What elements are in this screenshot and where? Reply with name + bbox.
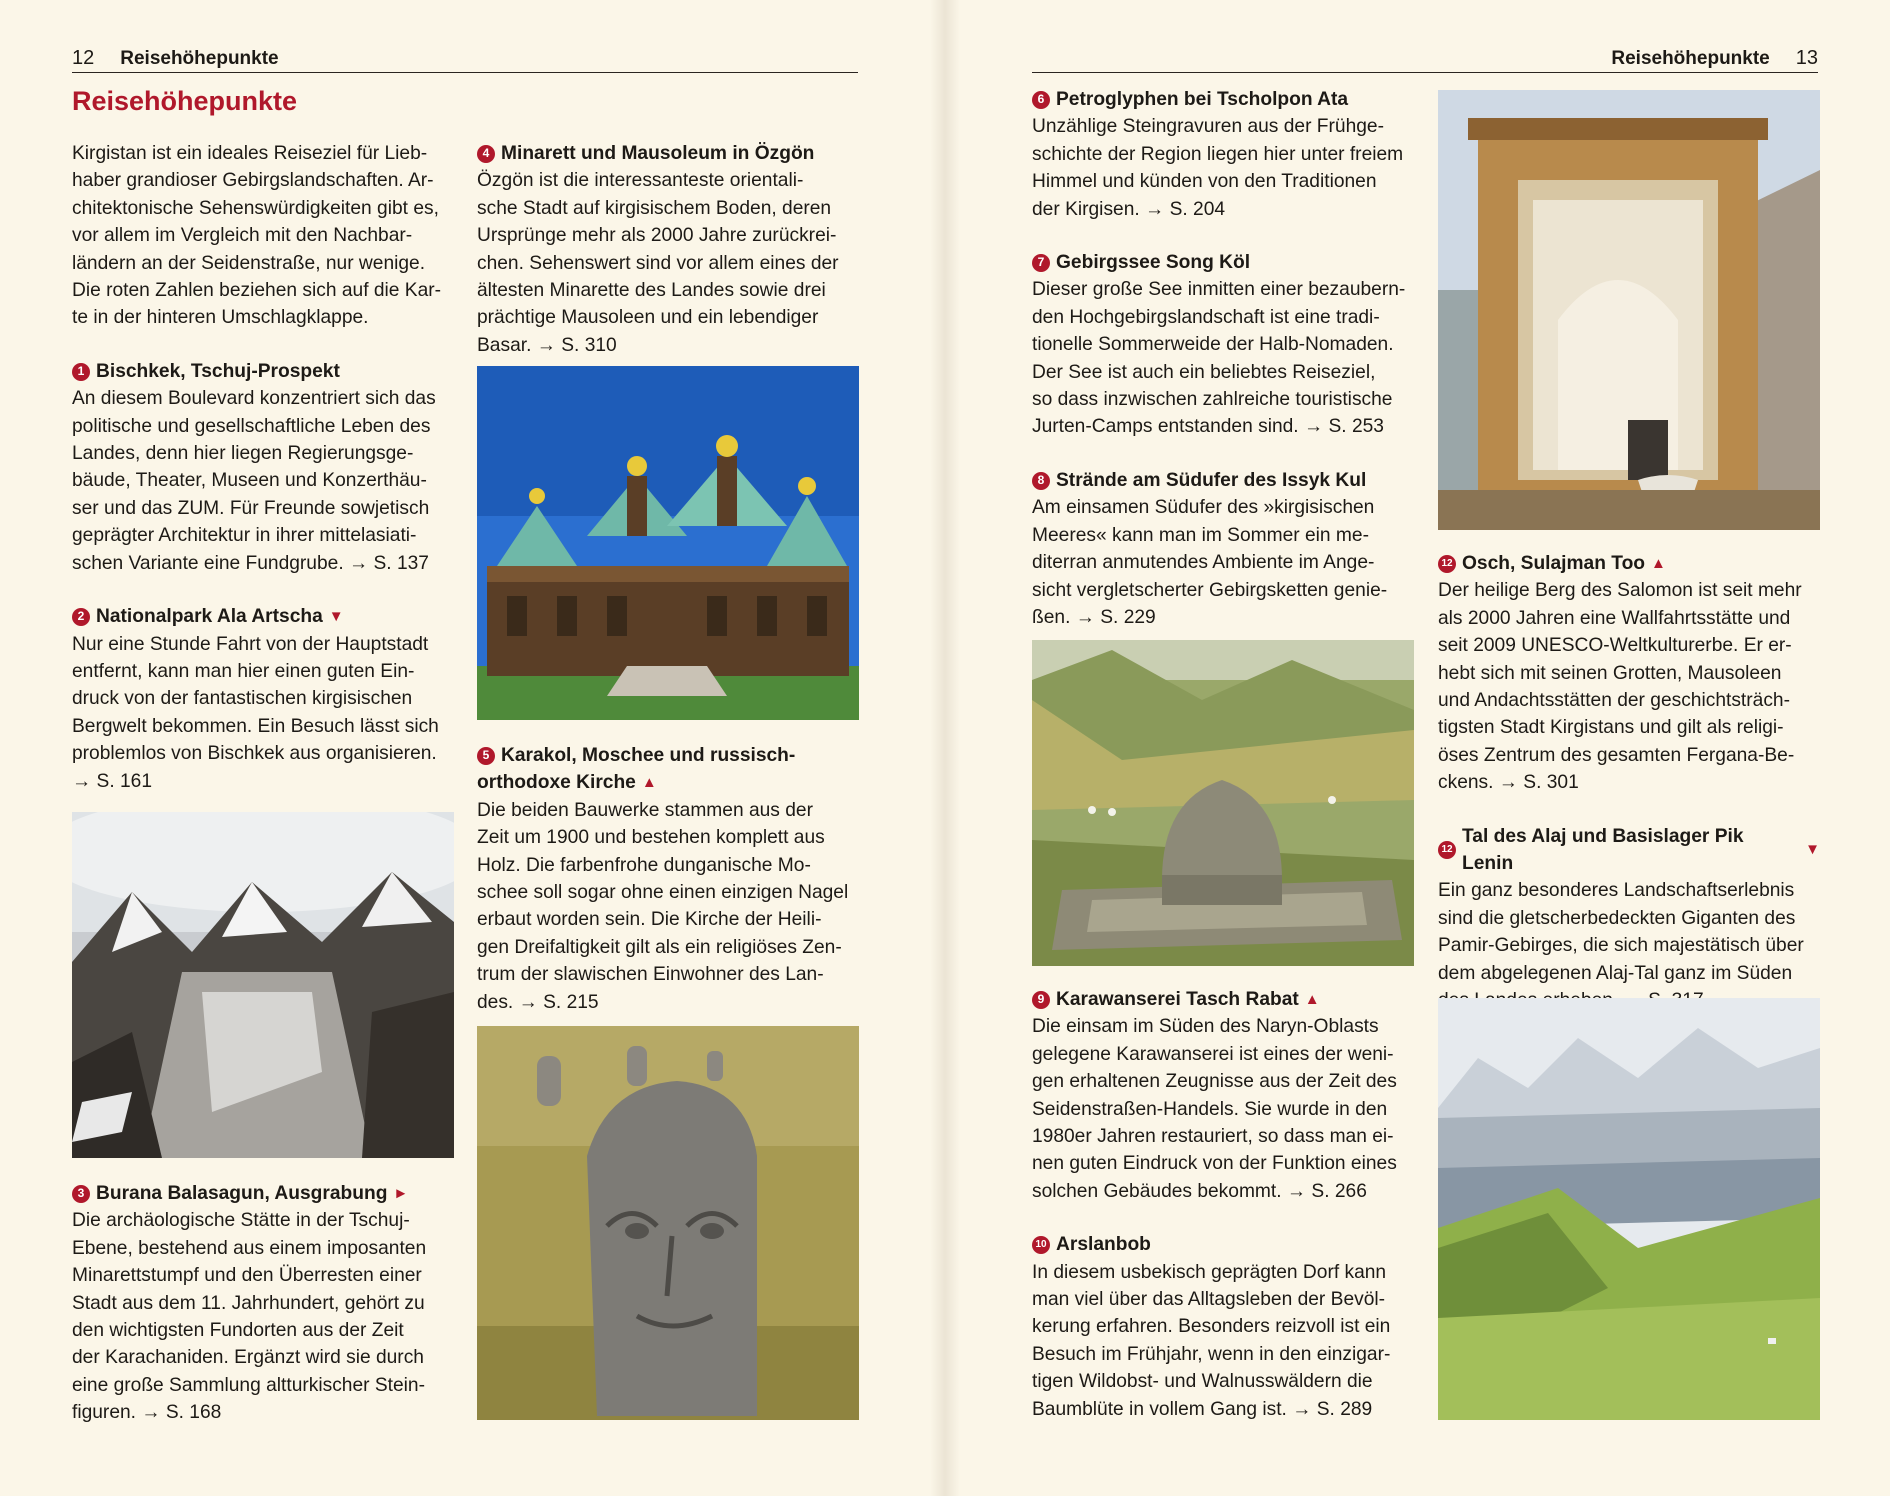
highlight-entry [72,603,454,795]
text-line: Unzählige Steingravuren aus der Frühge- [1032,116,1384,138]
text-line: Meeres« kann man im Sommer ein me- [1032,524,1369,546]
text-line: vor allem im Vergleich mit den Nachbar- [72,225,413,247]
text-line: Die archäologische Stätte in der Tschuj- [72,1210,410,1232]
text-line: bäude, Theater, Museen und Konzerthäu- [72,470,427,492]
text-line: ländern an der Seidenstraße, nur wenige. [72,252,426,274]
text-line: schen Variante eine Fundgrube. → S. 137 [72,552,429,574]
entry-number-badge: 6 [1032,91,1050,109]
right-column-1-bottom [1032,986,1414,1449]
text-line: Kirgistan ist ein ideales Reiseziel für Lieb- [72,143,428,164]
text-line: Nur eine Stunde Fahrt von der Hauptstadt [72,633,429,655]
entry-heading [72,1180,454,1207]
left-column-1 [72,140,454,821]
entry-title: Gebirgssee Song Köl [1056,252,1251,274]
text-line: Baumblüte in vollem Gang ist. → S. 289 [1032,1398,1373,1420]
left-column-2 [477,140,859,385]
highlight-entry [1032,86,1414,223]
highlight-entry [1032,1231,1414,1423]
text-line: Ursprünge mehr als 2000 Jahre zurückrei- [477,225,837,247]
text-line: 1980er Jahren restauriert, so dass man ei- [1032,1126,1394,1148]
text-line: der Kirgisen. → S. 204 [1032,198,1226,220]
text-line: Die beiden Bauwerke stammen aus der [477,799,813,821]
text-line: gelegene Karawanserei ist eines der weni- [1032,1043,1394,1065]
text-line: problemlos von Bischkek aus organisieren. [72,743,437,765]
text-line: schichte der Region liegen hier unter freiem [1032,143,1404,165]
photo-glacier-mountains [72,812,454,1158]
intro-paragraph [72,140,454,332]
entry-heading [1438,550,1820,577]
entry-number-badge: 10 [1032,1236,1050,1254]
text-line: den wichtigsten Fundorten aus der Zeit [72,1320,404,1342]
photo-mausoleum [1438,90,1820,530]
text-line: kerung erfahren. Besonders reizvoll ist ein [1032,1316,1391,1338]
entry-title: Tal des Alaj und Basislager Pik Lenin [1462,825,1744,875]
photo-stone-figure [477,1026,859,1420]
text-line: eine große Sammlung altturkischer Stein- [72,1374,425,1396]
text-line: ckens. → S. 301 [1438,772,1579,794]
text-line: schee soll sogar ohne einen einzigen Nagel [477,882,849,904]
right-page [945,0,1890,1496]
text-line: → S. 161 [72,770,152,792]
text-line: sche Stadt auf kirgisischem Boden, deren [477,197,832,219]
entry-title: Burana Balasagun, Ausgrabung [96,1183,388,1204]
text-line: Stadt aus dem 11. Jahrhundert, gehört zu [72,1292,425,1314]
left-column-1-bottom [72,1180,454,1453]
text-line: als 2000 Jahren eine Wallfahrtsstätte und [1438,607,1791,629]
entry-number-badge: 3 [72,1185,90,1203]
entry-title: Strände am Südufer des Issyk Kul [1056,469,1367,491]
running-head-left [72,44,858,73]
text-line: tionelle Sommerweide der Halb-Nomaden. [1032,334,1394,356]
text-line: Bergwelt bekommen. Ein Besuch lässt sich [72,715,439,737]
running-head-title: Reisehöhepunkte [120,48,279,69]
entry-heading [1032,1231,1414,1258]
highlight-entry [477,742,859,1016]
text-line: In diesem usbekisch geprägten Dorf kann [1032,1261,1387,1283]
entry-number-badge: 2 [72,608,90,626]
highlight-entry [1032,467,1414,631]
highlight-entry [1438,823,1820,1015]
entry-heading [72,358,454,385]
triangle-up-icon: ▲ [1304,991,1320,1008]
text-line: und Andachtsstätten der geschichtsträch- [1438,690,1790,712]
entry-heading [477,742,859,769]
text-line: tigsten Stadt Kirgistans und gilt als religi- [1438,717,1784,739]
text-line: Die einsam im Süden des Naryn-Oblasts [1032,1016,1379,1038]
text-line: ältesten Minarette des Landes sowie drei [477,280,826,302]
entry-heading [72,603,454,630]
triangle-right-icon: ► [393,1185,409,1202]
text-line: Basar. → S. 310 [477,334,617,356]
entry-heading [1032,86,1414,113]
text-line: entfernt, kann man hier einen guten Ein- [72,660,415,682]
text-line: Pamir-Gebirges, die sich majestätisch über [1438,935,1804,957]
text-line: Özgön ist die interessanteste orientali- [477,170,804,192]
text-line: des. → S. 215 [477,991,599,1013]
entry-number-badge: 12 [1438,555,1456,573]
text-line: der Karachaniden. Ergänzt wird sie durch [72,1347,424,1369]
text-line: sind die gletscherbedeckten Giganten des [1438,907,1796,929]
page-number: 13 [1795,47,1818,69]
text-line: diterran anmutendes Ambiente im Ange- [1032,552,1375,574]
entry-title: Bischkek, Tschuj-Prospekt [96,360,340,382]
text-line: Ein ganz besonderes Landschaftserlebnis [1438,880,1795,902]
text-line: geprägter Architektur in ihrer mittelasiati- [72,525,417,547]
text-line: Himmel und künden von den Traditionen [1032,171,1377,193]
text-line: prächtige Mausoleen und ein lebendiger [477,307,819,329]
entry-number-badge: 9 [1032,991,1050,1009]
triangle-down-icon: ▼ [1805,841,1820,859]
text-line: hebt sich mit seinen Grotten, Mausoleen [1438,662,1782,684]
text-line: Holz. Die farbenfrohe dunganische Mo- [477,854,811,876]
text-line: politische und gesellschaftliche Leben des [72,415,431,437]
highlight-entry [1032,249,1414,441]
highlight-entry [1032,986,1414,1205]
right-column-1 [1032,86,1414,657]
text-line: Der heilige Berg des Salomon ist seit mehr [1438,580,1802,602]
text-line: Seidenstraßen-Handels. Sie wurde in den [1032,1098,1388,1120]
photo-alaj-valley [1438,998,1820,1420]
photo-caravanserai [1032,640,1414,966]
left-column-2-middle [477,742,859,1042]
text-line: Zeit um 1900 und bestehen komplett aus [477,827,825,849]
entry-title: Minarett und Mausoleum in Özgön [501,143,815,164]
text-line: Ebene, bestehend aus einem imposanten [72,1237,427,1259]
text-line: An diesem Boulevard konzentriert sich das [72,388,436,410]
highlight-entry [1438,550,1820,797]
text-line: te in der hinteren Umschlagklappe. [72,307,369,329]
text-line: Besuch im Frühjahr, wenn in den einzigar- [1032,1343,1391,1365]
entry-title: Karakol, Moschee und russisch- [501,745,796,766]
highlight-entry [72,358,454,577]
triangle-up-icon: ▲ [1651,555,1666,572]
chapter-title: Reisehöhepunkte [72,86,298,116]
text-line: man viel über das Alltagsleben der Bevöl- [1032,1289,1386,1311]
entry-heading [1032,467,1414,494]
text-line: trum der slawischen Einwohner des Lan- [477,964,824,986]
highlight-entry [477,140,859,359]
triangle-up-icon: ▲ [641,774,657,792]
triangle-down-icon: ▼ [328,608,344,626]
text-line: Jurten-Camps entstanden sind. → S. 253 [1032,416,1384,438]
entry-heading-continued [477,769,859,796]
entry-number-badge: 7 [1032,254,1050,272]
text-line: Dieser große See inmitten einer bezaubern- [1032,279,1406,301]
text-line: ser und das ZUM. Für Freunde sowjetisch [72,497,430,519]
text-line: so dass inzwischen zahlreiche touristische [1032,389,1393,411]
text-line: ßen. → S. 229 [1032,606,1156,628]
text-line: Der See ist auch ein beliebtes Reiseziel, [1032,361,1376,383]
entry-number-badge: 4 [477,145,495,163]
text-line: Landes, denn hier liegen Regierungsge- [72,443,414,465]
entry-title: Osch, Sulajman Too [1462,553,1646,574]
text-line: gen erhaltenen Zeugnisse aus der Zeit des [1032,1071,1397,1093]
text-line: dem abgelegenen Alaj-Tal ganz im Süden [1438,962,1793,984]
entry-heading [1032,249,1414,276]
entry-number-badge: 8 [1032,472,1050,490]
highlight-entry [72,1180,454,1427]
text-line: chen. Sehenswert sind vor allem eines der [477,252,839,274]
text-line: erbaut worden sein. Die Kirche der Heili- [477,909,822,931]
entry-title: Nationalpark Ala Artscha [96,606,323,628]
text-line: solchen Gebäudes bekommt. → S. 266 [1032,1180,1367,1202]
text-line: chitektonische Sehenswürdigkeiten gibt es, [72,197,439,219]
text-line: Minarettstumpf und den Überresten einer [72,1265,422,1287]
entry-number-badge: 5 [477,747,495,765]
entry-title: Karawanserei Tasch Rabat [1056,989,1299,1010]
entry-title-line2: orthodoxe Kirche [477,772,636,794]
text-line: öses Zentrum des gesamten Fergana-Be- [1438,744,1795,766]
text-line: druck von der fantastischen kirgisischen [72,688,413,710]
entry-heading [1032,986,1414,1013]
text-line: haber grandioser Gebirgslandschaften. Ar- [72,170,434,192]
text-line: gen Dreifaltigkeit gilt als ein religiöses Zen- [477,936,842,958]
running-head-right [1032,44,1818,73]
right-column-2 [1438,550,1820,1041]
entry-number-badge: 1 [72,363,90,381]
text-line: den Hochgebirgslandschaft ist eine tradi- [1032,306,1380,328]
entry-title: Arslanbob [1056,1234,1151,1256]
text-line: nen guten Eindruck von der Funktion eines [1032,1153,1397,1175]
page-number: 12 [72,47,95,69]
text-line: tigen Wildobst- und Walnusswäldern die [1032,1371,1373,1393]
entry-heading [477,140,859,167]
text-line: seit 2009 UNESCO-Weltkulturerbe. Er er- [1438,635,1792,657]
text-line: Die roten Zahlen beziehen sich auf die Kar- [72,280,442,302]
entry-heading [1438,823,1820,878]
text-line: Am einsamen Südufer des »kirgisischen [1032,497,1375,519]
text-line: sicht vergletscherter Gebirgsketten genie- [1032,579,1388,601]
text-line: figuren. → S. 168 [72,1402,222,1424]
entry-title: Petroglyphen bei Tscholpon Ata [1056,89,1349,110]
running-head-title: Reisehöhepunkte [1611,48,1770,69]
entry-number-badge: 12 [1438,841,1456,859]
photo-wooden-church [477,366,859,720]
